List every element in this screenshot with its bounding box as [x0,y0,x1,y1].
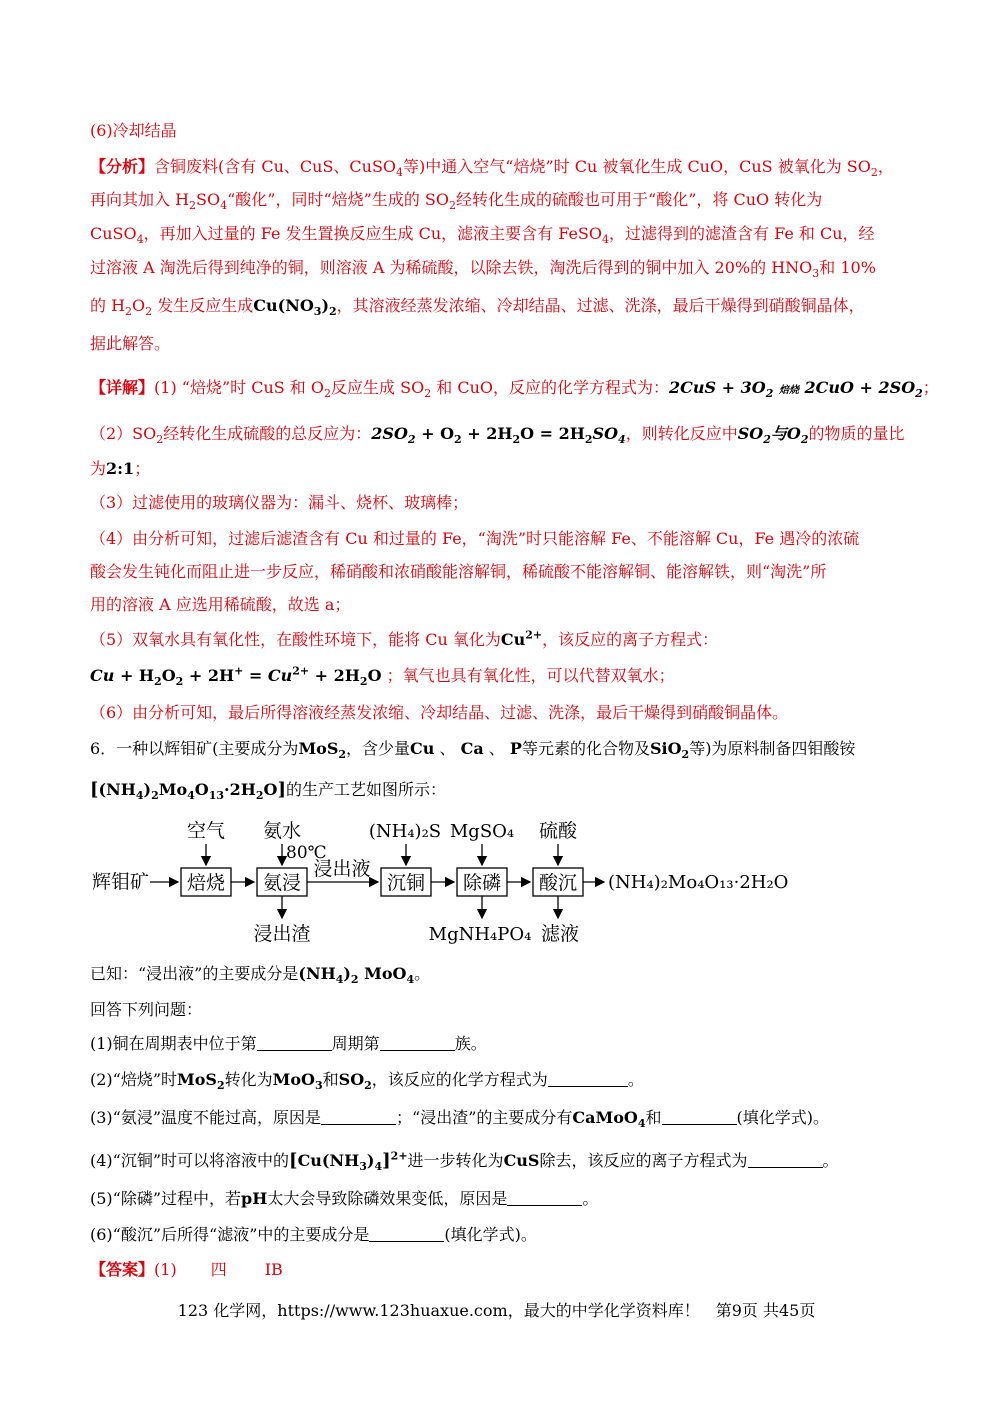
q6-text: (填化学式)。 [736,1108,829,1127]
detail-text: 为 [90,459,107,478]
flow-start: 辉钼矿 [92,871,150,893]
analysis-line-6: 据此解答。 [90,334,171,353]
svg-text:除磷: 除磷 [462,872,502,894]
detail-text: 反应生成 SO [331,378,425,397]
detail-line-4c: 用的溶液 A 应选用稀硫酸，故选 a； [90,595,351,614]
formula-elements: Cu [410,739,435,758]
analysis-text: ，再加入过量的 Fe 发生置换反应生成 Cu，滤液主要含有 FeSO [143,224,602,243]
q6-text: (6)“酸沉”后所得“滤液”中的主要成分是 [90,1225,370,1244]
q6-text: (填化学式)。 [444,1225,537,1244]
formula-ph: pH [241,1189,268,1208]
analysis-text: ，过滤得到的滤渣含有 Fe 和 Cu，经 [609,224,875,243]
q6-text: ，含少量 [346,739,411,758]
q6-text: 周期第 [331,1034,380,1053]
svg-text:酸沉: 酸沉 [538,872,578,894]
q6-line-1: 6．一种以辉钼矿(主要成分为MoS$_2$，含少量Cu 、 Ca 、 P等元素的化合物及SiO$_2$等)为原料制备四钼酸铵 [90,739,856,762]
analysis-text: O [132,296,146,315]
flow-input-nh4s: (NH₄)₂S [368,821,442,842]
formula-mos2: MoS$_2$ [177,1070,225,1093]
q6-text: 除去，该反应的离子方程式为 [539,1151,748,1170]
answer-blank[interactable] [257,1036,332,1051]
analysis-text: 等)中通入空气“焙烧”时 Cu 被氧化生成 CuO，CuS 被氧化为 SO [403,157,871,176]
analysis-text: SO [196,190,221,209]
q6-text: (3)“氨浸”温度不能过高，原因是 [90,1108,322,1127]
formula-sio2: SiO$_2$ [649,739,690,762]
q6-text: 进一步转化为 [407,1151,504,1170]
detail-text: 的物质的量比 [808,424,905,443]
q6-text: 等)为原料制备四钼酸铵 [689,739,856,758]
q6-text: (2)“焙烧”时 [90,1070,178,1089]
q6-text: (5)“除磷”过程中，若 [90,1189,242,1208]
answer-blank[interactable] [321,1110,396,1125]
detail-line-1: 【详解】(1) “焙烧”时 CuS 和 $O_2$反应生成 $SO_2$ 和 CuO，反应的化学方程式为：$2CuS + 3O_2$ 焙烧 $2CuO + 2SO_2$； [90,378,939,401]
q6-sub-5 [90,1188,598,1210]
answer-value-period: 四 [210,1260,227,1279]
flow-input-acid: 硫酸 [538,820,578,842]
analysis-text: 经转化生成的硫酸也可用于“酸化”，将 CuO 转化为 [456,190,823,209]
q6-text: ；“浸出渣”的主要成分有 [396,1108,573,1127]
answer-tag: 【答案】 [90,1260,155,1279]
q6-text: ，该反应的化学方程式为 [371,1070,548,1089]
formula-cu-no3-2: $Cu(NO_3)_2$ [253,296,337,319]
analysis-line-3: CuSO$_4$，再加入过量的 Fe 发生置换反应生成 Cu，滤液主要含有 FeSO$_4$，过滤得到的滤渣含有 Fe 和 Cu，经 [90,224,875,247]
detail-text: (1) “焙烧”时 CuS 和 O [154,378,325,397]
flow-step-ammonia [257,868,307,896]
process-flow-diagram [0,812,993,952]
svg-text:沉铜: 沉铜 [386,872,426,894]
detail-text: ，则转化反应中 [625,424,738,443]
q6-text: 转化为 [224,1070,273,1089]
q6-sub-1 [90,1033,487,1055]
svg-text:氨浸: 氨浸 [262,872,302,894]
detail-line-2: $(2)SO_2$经转化生成硫酸的总反应为：$2SO_2 + O_2 + 2H_2O = 2H_2SO_4$，则转化反应中$SO_2$与$O_2$的物质的量比 [90,424,905,447]
answer-value-group: IB [264,1260,283,1279]
q6-text: 等元素的化合物及 [521,739,650,758]
flow-step-acid [533,868,583,896]
q6-text: 和 [322,1070,339,1089]
flow-output-residue: 浸出渣 [253,923,311,945]
known-line: 已知：“浸出液”的主要成分是$(NH_4)_2$ MoO$_4$。 [90,964,431,987]
ask-line: 回答下列问题： [90,1000,203,1019]
svg-text:焙烧: 焙烧 [186,872,226,894]
analysis-text: 再向其加入 H [90,190,190,209]
formula-cu2plus: $Cu^{2+}$ [500,628,543,649]
analysis-text: 的 H [90,296,126,315]
q6-text: (1)铜在周期表中位于第 [90,1034,257,1053]
q6-text: (4)“沉铜”时可以将溶液中的 [90,1151,290,1170]
formula-cu-nh3-4: $[Cu(NH_3)_4]^{2+}$ [289,1149,408,1174]
analysis-tag: 【分析】 [90,157,155,176]
answer-blank[interactable] [507,1191,582,1206]
q6-text: 族。 [454,1034,487,1053]
q6-sub-6 [90,1224,537,1246]
equation-ionic: $Cu + H_2O_2 + 2H^+ = Cu^{2+} + 2H_2O$ [90,664,382,689]
detail-text: （2）SO [90,424,157,443]
equation-sulfuric: $2SO_2 + O_2 + 2H_2O = 2H_2SO_4$ [371,424,626,447]
analysis-text: 和 10% [819,258,876,277]
analysis-line-4: 过溶液 A 淘洗后得到纯净的铜，则溶液 A 为稀硫酸，以除去铁，淘洗后得到的铜中加入 20%的 $HNO_3$和 10% [90,258,876,281]
q6-text: 的生产工艺如图所示： [285,780,446,799]
detail-line-2b [90,458,150,480]
flow-step-roast [181,868,231,896]
sec6-label: (6)冷却结晶 [90,121,177,140]
formula-camoo4: CaMoO$_4$ [572,1108,646,1131]
ratio-value: 2:1 [106,459,135,478]
flow-step-phosphorus [457,868,507,896]
detail-line-5b [90,665,675,687]
q6-sub-4 [90,1150,839,1172]
detail-line-5a [90,629,718,651]
flow-input-air: 空气 [186,820,226,842]
analysis-text: 过溶液 A 淘洗后得到纯净的铜，则溶液 A 为稀硫酸，以除去铁，淘洗后得到的铜中加入 20%的 HNO [90,258,813,277]
detail-line-4b: 酸会发生钝化而阻止进一步反应，稀硝酸和浓硝酸能溶解铜，稀硫酸不能溶解铜、能溶解铁，则“淘洗”所 [90,562,827,581]
detail-text: ； [134,459,151,478]
q6-text: 已知：“浸出液”的主要成分是 [90,964,299,983]
q6-line-2 [90,779,446,801]
q6-text: 太大会导致除磷效果变低，原因是 [267,1189,508,1208]
answer-blank[interactable] [662,1110,737,1125]
detail-text: 和 CuO，反应的化学方程式为： [436,378,670,397]
detail-line-3: （3）过滤使用的玻璃仪器为：漏斗、烧杯、玻璃棒； [90,493,469,512]
detail-tag: 【详解】 [90,378,155,397]
q6-text: 6．一种以辉钼矿(主要成分为 [90,739,299,758]
analysis-text: ，其溶液经蒸发浓缩、冷却结晶、过滤、洗涤，最后干燥得到硝酸铜晶体， [336,296,865,315]
formula-so2: $SO_2$ [338,1070,372,1093]
detail-line-6: （6）由分析可知，最后所得溶液经蒸发浓缩、冷却结晶、过滤、洗涤，最后干燥得到硝酸铜晶体。 [90,703,789,722]
analysis-line-1: 【分析】含铜废料(含有 Cu、CuS、CuSO$_4$等)中通入空气“焙烧”时 Cu 被氧化生成 CuO，CuS 被氧化为 $SO_2$， [90,157,894,180]
answer-line [90,1259,283,1281]
formula-cus: CuS [503,1151,540,1170]
flow-leachate: 浸出液 [313,858,371,880]
flow-product: (NH₄)₂Mo₄O₁₃·2H₂O [608,872,789,893]
flow-output-filtrate: 滤液 [540,923,580,945]
formula-product: $[(NH_4)_2Mo_4O_{13}\cdot 2H_2O]$ [90,779,286,803]
answer-blank[interactable] [369,1227,444,1242]
answer-blank[interactable] [380,1036,455,1051]
equation-roast: $2CuS + 3O_2$ 焙烧 $2CuO + 2SO_2$ [669,378,923,401]
flow-temp: 80℃ [286,843,327,863]
analysis-text: “酸化”，同时“焙烧”生成的 SO [227,190,450,209]
formula-moo3: MoO$_3$ [272,1070,323,1093]
q6-text: 和 [645,1108,662,1127]
detail-text: （5）双氧水具有氧化性，在酸性环境下，能将 Cu 氧化为 [90,630,501,649]
analysis-text: CuSO [90,224,137,243]
answer-blank[interactable] [748,1153,823,1168]
detail-text: 经转化生成硫酸的总反应为： [163,424,372,443]
detail-text: ，该反应的离子方程式： [542,630,719,649]
q6-sub-2 [90,1069,644,1091]
analysis-text: 含铜废料(含有 Cu、CuS、CuSO [154,157,397,176]
analysis-line-2: 再向其加入 $H_2SO_4“$酸化”，同时“焙烧”生成的 $SO_2$经转化生成的硫酸也可用于“酸化”，将 CuO 转化为 [90,190,823,213]
q6-text: 。 [582,1189,599,1208]
q6-text: 。 [822,1151,839,1170]
detail-text: ；氧气也具有氧化性，可以代替双氧水； [386,666,675,685]
formula-so2-o2: $SO_2$与$O_2$ [737,424,809,447]
answer-blank[interactable] [548,1072,628,1087]
page-footer: 123 化学网，https://www.123huaxue.com，最大的中学化学资料库！ 第9页 共45页 [177,1301,816,1320]
flow-output-mgnh4po4: MgNH₄PO₄ [428,924,532,945]
answer-text: (1) [154,1260,177,1279]
q6-text: 。 [627,1070,644,1089]
flow-input-mgso4: MgSO₄ [449,821,515,842]
q6-sub-3 [90,1107,829,1129]
analysis-text: 发生反应生成 [157,296,254,315]
flow-step-copper [381,868,431,896]
flow-input-ammonia: 氨水 [262,820,302,842]
detail-line-4a: （4）由分析可知，过滤后滤渣含有 Cu 和过量的 Fe，“淘洗”时只能溶解 Fe、不能溶解 Cu，Fe 遇冷的浓硫 [90,529,860,548]
formula-nh4-2moo4: $(NH_4)_2$ MoO$_4$ [298,964,415,987]
formula-mos2: MoS$_2$ [298,739,347,762]
analysis-line-5: 的 $H_2O_2$ 发生反应生成$Cu(NO_3)_2$，其溶液经蒸发浓缩、冷却结晶、过滤、洗涤，最后干燥得到硝酸铜晶体， [90,296,865,319]
